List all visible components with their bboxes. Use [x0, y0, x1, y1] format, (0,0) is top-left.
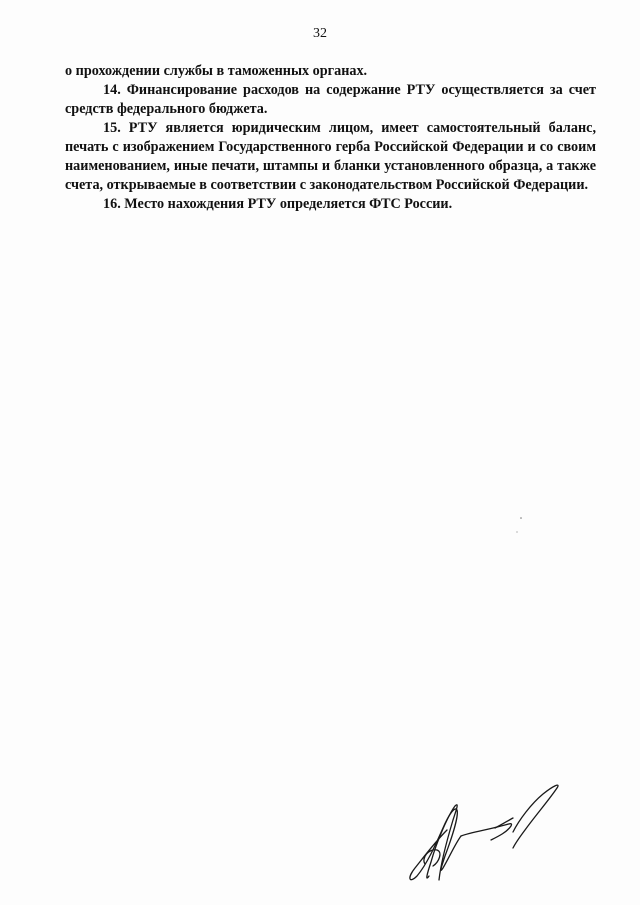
signature-icon	[395, 770, 575, 890]
scan-speck	[520, 517, 522, 519]
page-number: 32	[313, 26, 327, 41]
paragraph-16: 16. Место нахождения РТУ определяется ФТС России.	[103, 196, 453, 212]
paragraph-14: 14. Финансирование расходов на содержание РТУ осуществляется за счет средств федерального бюджета.	[65, 82, 596, 117]
paragraph-15: 15. РТУ является юридическим лицом, имеет самостоятельный баланс, печать с изображением Государственного герба Российской Федерации и со своим наименованием, иные печати, штампы и бланки установленного образца, а также счета, открываемые в соответствии с законодательством Российской Федерации.	[65, 120, 596, 193]
scan-speck	[516, 531, 517, 532]
paragraph-continuation: о прохождении службы в таможенных органах.	[65, 63, 368, 79]
